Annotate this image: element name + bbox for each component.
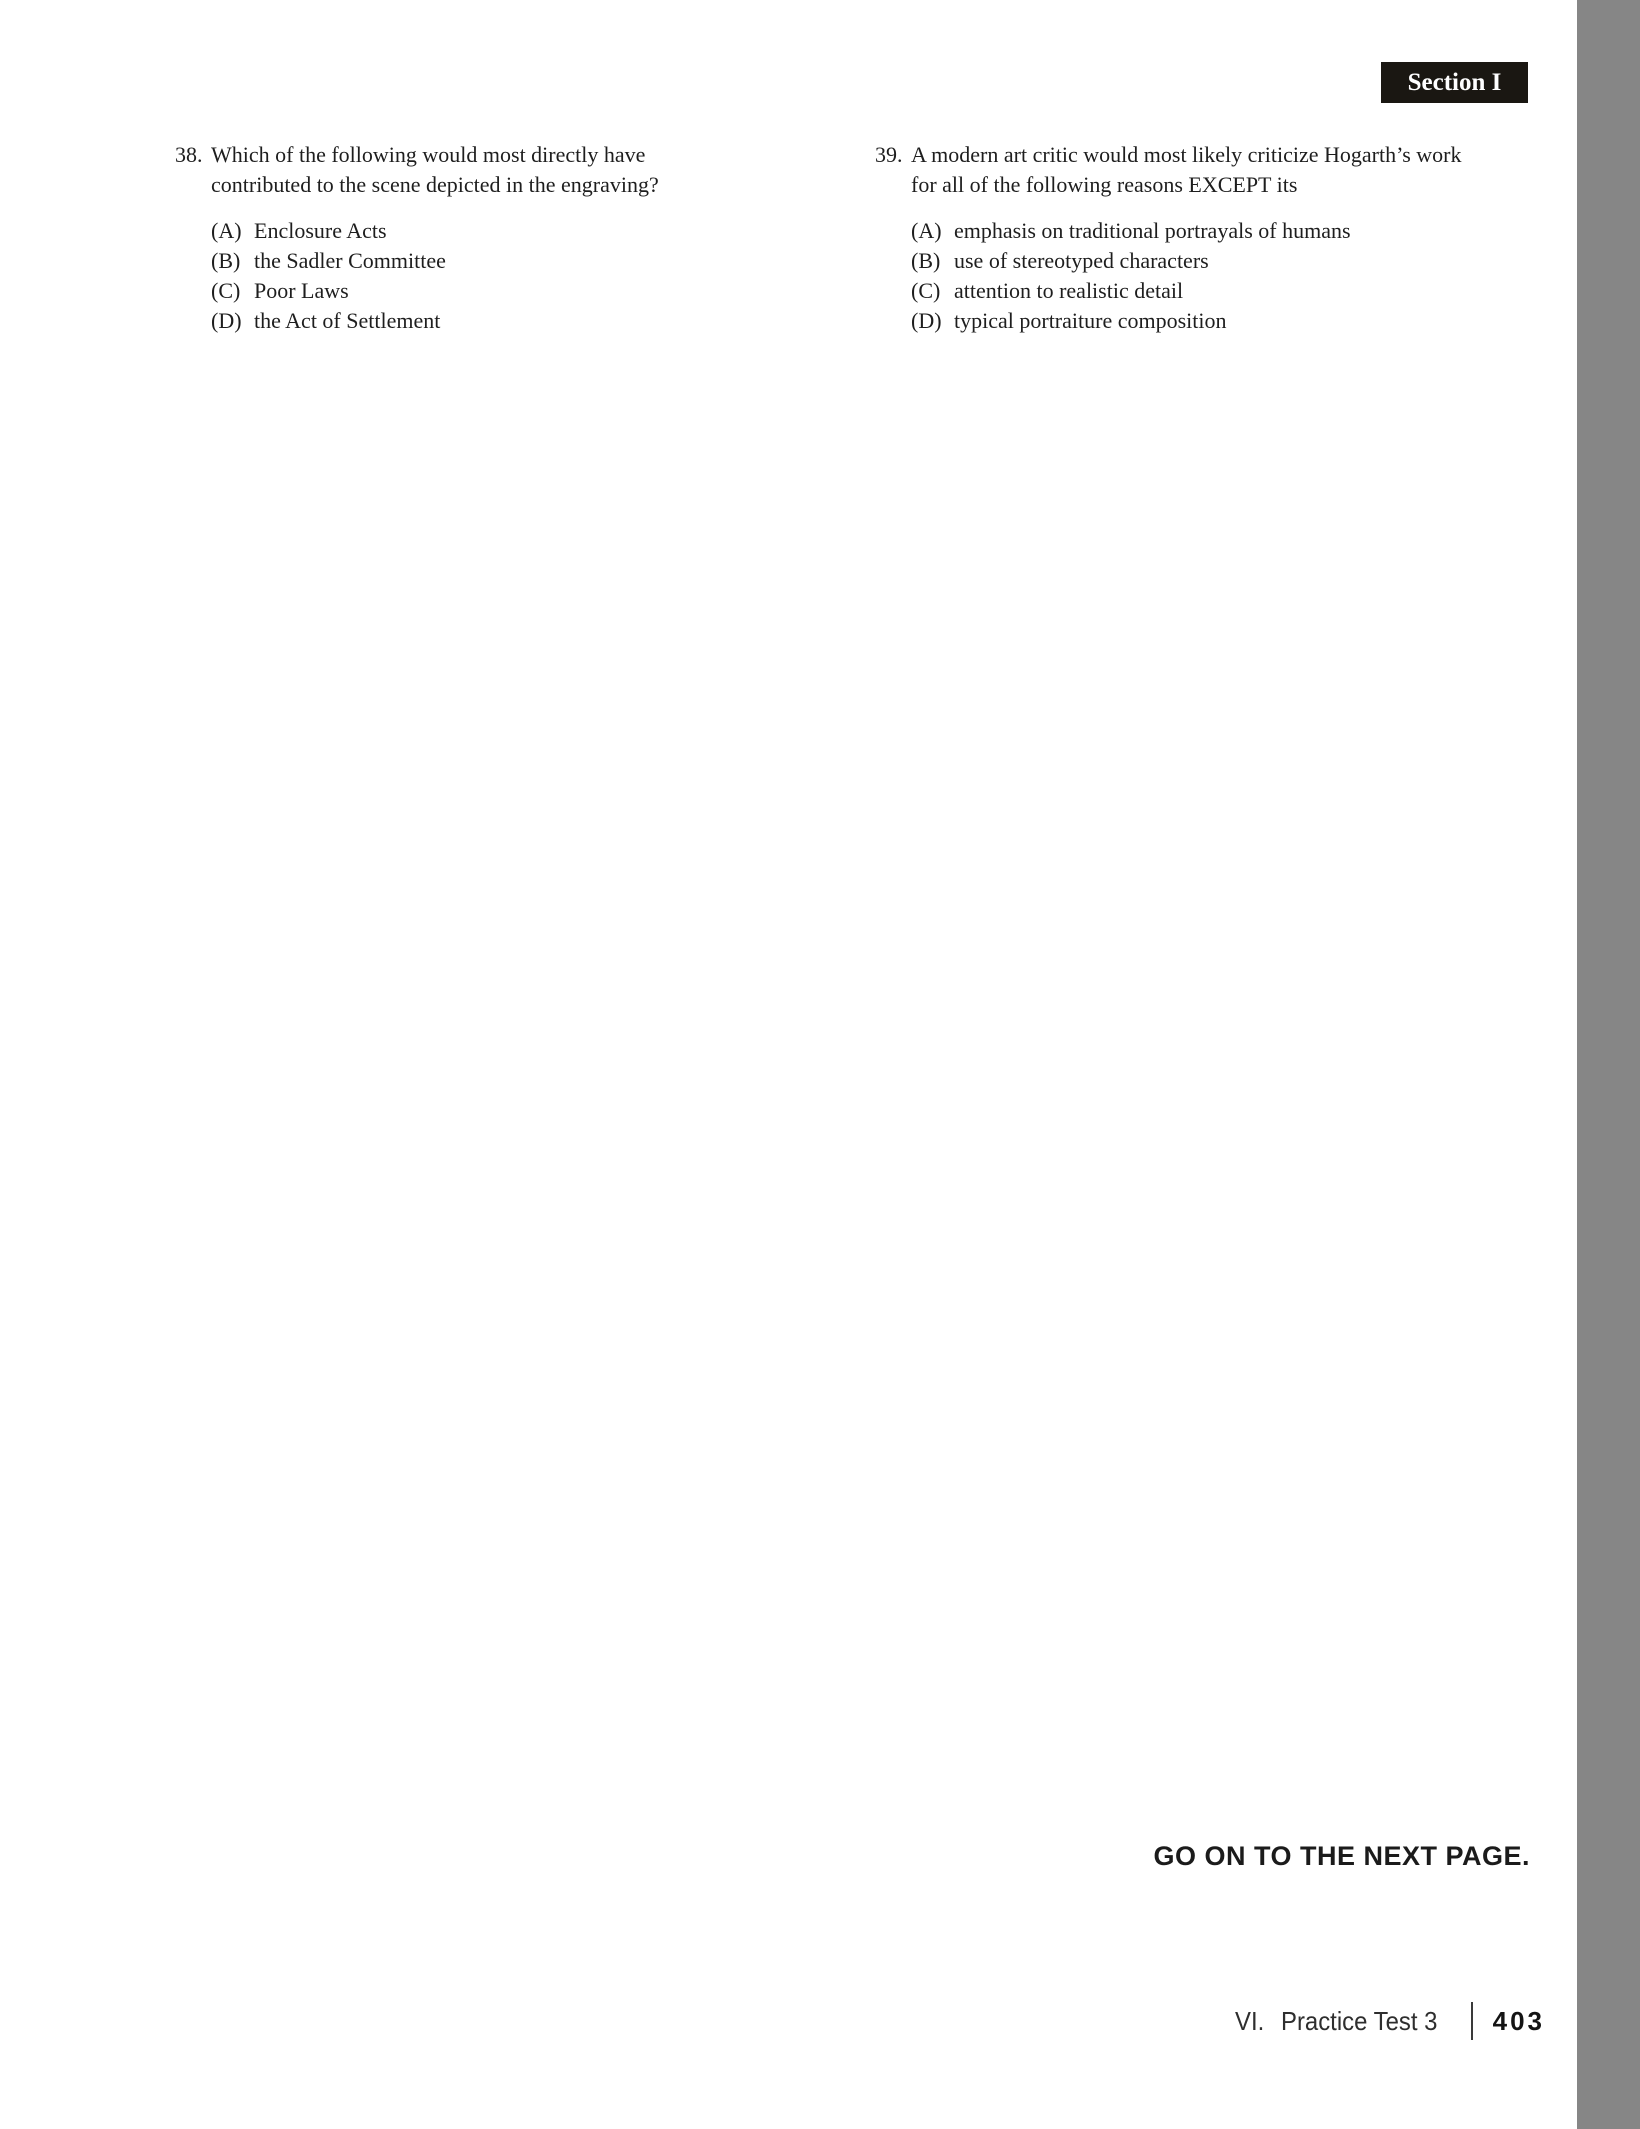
question-39	[875, 140, 1491, 336]
option-text: typical portraiture composition	[954, 308, 1227, 333]
section-badge	[1381, 62, 1528, 103]
options-list	[911, 216, 1491, 336]
option-text: Poor Laws	[254, 278, 349, 303]
option-d	[211, 306, 741, 336]
option-letter: (A)	[911, 218, 942, 243]
option-letter: (C)	[211, 278, 241, 303]
go-on-instruction: GO ON TO THE NEXT PAGE.	[1153, 1841, 1530, 1871]
options-list	[211, 216, 741, 336]
option-text: emphasis on traditional portrayals of humans	[954, 218, 1351, 243]
option-a	[911, 216, 1491, 246]
question-number: 39.	[875, 142, 903, 167]
question-38	[175, 140, 741, 336]
option-letter: (B)	[911, 248, 941, 273]
footer-divider	[1471, 2002, 1473, 2040]
option-c	[211, 276, 741, 306]
option-letter: (D)	[211, 308, 242, 333]
option-text: Enclosure Acts	[254, 218, 387, 243]
option-letter: (B)	[211, 248, 241, 273]
option-text: the Sadler Committee	[254, 248, 446, 273]
page-edge-bar	[1577, 0, 1640, 2129]
option-text: attention to realistic detail	[954, 278, 1184, 303]
option-a	[211, 216, 741, 246]
option-text: use of stereotyped characters	[954, 248, 1209, 273]
page-number: 403	[1492, 2005, 1545, 2036]
question-body	[911, 140, 1491, 336]
question-number: 38.	[175, 142, 203, 167]
section-badge-label: Section I	[1407, 68, 1502, 96]
question-text: Which of the following would most directly have contributed to the scene depicted in the engraving?	[211, 142, 659, 197]
question-body	[211, 140, 741, 336]
option-letter: (C)	[911, 278, 941, 303]
option-b	[911, 246, 1491, 276]
option-c	[911, 276, 1491, 306]
option-letter: (A)	[211, 218, 242, 243]
footer-chapter-label: Practice Test 3	[1280, 2005, 1438, 2036]
option-letter: (D)	[911, 308, 942, 333]
page-footer	[1235, 2002, 1545, 2040]
option-text: the Act of Settlement	[254, 308, 441, 333]
footer-volume: VI.	[1234, 2005, 1265, 2036]
question-text: A modern art critic would most likely criticize Hogarth’s work for all of the following reasons EXCEPT its	[911, 142, 1462, 197]
option-b	[211, 246, 741, 276]
option-d	[911, 306, 1491, 336]
